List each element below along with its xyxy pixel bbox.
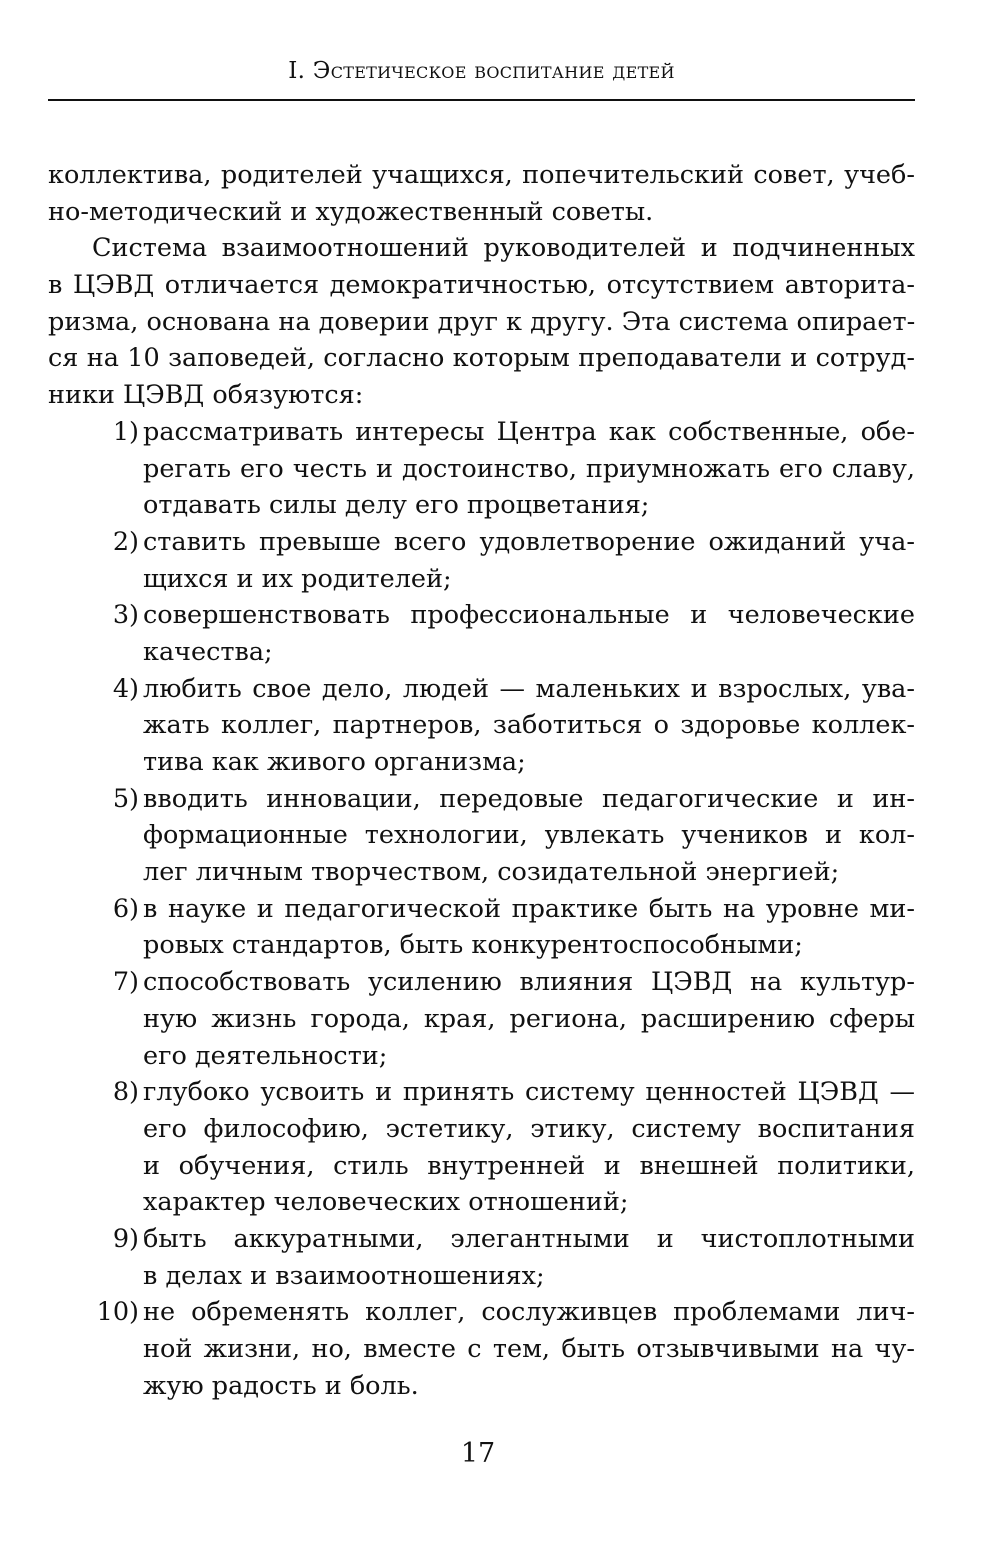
text-line: ровых стандартов, быть конкурентоспособными;: [143, 930, 803, 961]
list-item: [48, 781, 915, 891]
text-line: коллектива, родителей учащихся, попечительский совет, учеб-: [48, 160, 915, 190]
text-line: ной жизни, но, вместе с тем, быть отзывчивыми на чу-: [143, 1334, 915, 1364]
text-line: рассматривать интересы Центра как собственные, обе-: [143, 416, 915, 447]
list-item: [48, 1074, 915, 1221]
text-line: качества;: [143, 636, 273, 667]
text-line: лег личным творчеством, созидательной энергией;: [143, 857, 840, 888]
text-line: его философию, эстетику, этику, систему воспитания: [143, 1113, 915, 1144]
list-item-number: 5): [112, 783, 139, 814]
list-item: [48, 1221, 915, 1294]
text-line: в делах и взаимоотношениях;: [143, 1260, 545, 1291]
list-item: [48, 1294, 915, 1404]
list-item-number: 7): [112, 967, 139, 998]
text-line: в ЦЭВД отличается демократичностью, отсутствием авторита-: [48, 270, 915, 301]
text-line: способствовать усилению влияния ЦЭВД на культур-: [143, 967, 915, 998]
text-line: тива как живого организма;: [143, 747, 526, 777]
paragraph: [48, 157, 915, 230]
text-line: но-методический и художественный советы.: [48, 196, 654, 227]
text-line: отдавать силы делу его процветания;: [143, 490, 650, 521]
list-item-number: 10): [96, 1297, 139, 1328]
text-line: и обучения, стиль внутренней и внешней политики,: [143, 1150, 915, 1181]
list-item-number: 4): [112, 673, 139, 704]
list-item: [48, 597, 915, 670]
list-item-number: 8): [112, 1077, 139, 1108]
text-line: совершенствовать профессиональные и человеческие: [143, 600, 915, 631]
text-line: жать коллег, партнеров, заботиться о здоровье коллек-: [143, 710, 915, 741]
text-line: ставить превыше всего удовлетворение ожиданий уча-: [143, 526, 915, 557]
text-line: ную жизнь города, края, региона, расширению сферы: [143, 1003, 915, 1034]
text-line: регать его честь и достоинство, приумножать его славу,: [143, 453, 915, 484]
list-item: [48, 964, 915, 1074]
text-line: ризма, основана на доверии друг к другу. Эта система опирает-: [48, 306, 916, 337]
list-item-number: 3): [112, 600, 139, 631]
text-line: жую радость и боль.: [143, 1370, 419, 1401]
text-line: любить свое дело, людей — маленьких и взрослых, ува-: [143, 673, 915, 704]
text-line: Система взаимоотношений руководителей и подчиненных: [92, 233, 915, 264]
text-line: характер человеческих отношений;: [143, 1187, 629, 1218]
paragraph: [48, 230, 915, 413]
page-body: [48, 157, 915, 1404]
text-line: щихся и их родителей;: [143, 563, 452, 594]
list-item: [48, 414, 915, 524]
text-line: не обременять коллег, сослуживцев проблемами лич-: [143, 1297, 915, 1328]
text-line: ники ЦЭВД обязуются:: [48, 380, 364, 411]
text-line: формационные технологии, увлекать учеников и кол-: [143, 820, 915, 851]
text-line: вводить инновации, передовые педагогические и ин-: [143, 783, 915, 814]
text-line: в науке и педагогической практике быть на уровне ми-: [143, 893, 915, 924]
list-item: [48, 891, 915, 964]
text-line: глубоко усвоить и принять систему ценностей ЦЭВД —: [143, 1077, 915, 1108]
list-item: [48, 524, 915, 597]
list-item-number: 9): [112, 1223, 139, 1254]
list-item: [48, 671, 915, 781]
text-line: его деятельности;: [143, 1040, 388, 1071]
header-rule: [48, 99, 915, 101]
running-header: I. Эстетическое воспитание детей: [288, 58, 675, 84]
list-item-number: 6): [112, 893, 139, 924]
list-item-number: 2): [112, 526, 139, 557]
text-line: быть аккуратными, элегантными и чистоплотными: [143, 1223, 915, 1254]
list-item-number: 1): [112, 416, 139, 447]
text-line: ся на 10 заповедей, согласно которым преподаватели и сотруд-: [48, 343, 915, 374]
page-number: 17: [460, 1438, 496, 1469]
